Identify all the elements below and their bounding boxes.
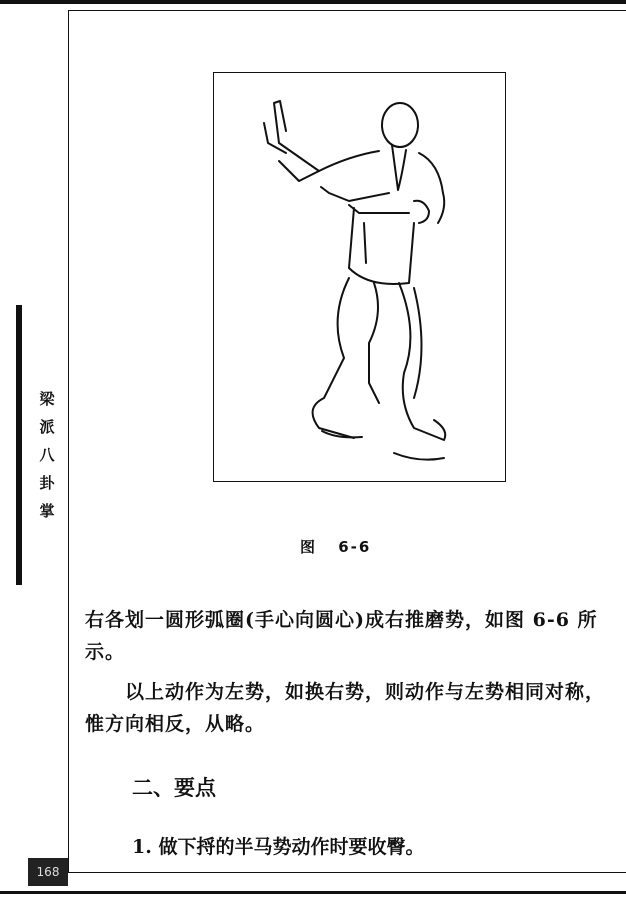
section-heading: 二、要点 [132,776,216,800]
side-title-char: 掌 [39,502,55,520]
bottom-rule-thick [0,891,626,894]
body-paragraph-2: 以上动作为左势，如换右势，则动作与左势相同对称，惟方向相反，从略。 [85,681,606,735]
side-title-char: 梁 [39,390,55,408]
side-title-char: 派 [39,418,55,436]
side-book-title [36,385,58,525]
side-title-char: 卦 [39,474,55,492]
page-frame-left [68,10,69,872]
figure-caption-number: 6-6 [338,538,372,556]
side-tab-bar [16,305,22,585]
figure-caption-label: 图 [300,538,318,556]
bottom-rule [68,872,626,873]
body-paragraph-1: 右各划一圆形弧圈(手心向圆心)成右推磨势，如图 6-6 所示。 [85,609,598,663]
figure-illustration [213,72,506,482]
top-rule [0,0,626,4]
figure-caption [300,536,371,557]
martial-arts-figure-drawing [214,73,504,480]
key-point-item: 1. 做下捋的半马势动作时要收臀。 [132,836,425,858]
page-frame-top [68,10,626,11]
side-title-char: 八 [39,446,55,464]
page-number: 168 [28,858,68,886]
